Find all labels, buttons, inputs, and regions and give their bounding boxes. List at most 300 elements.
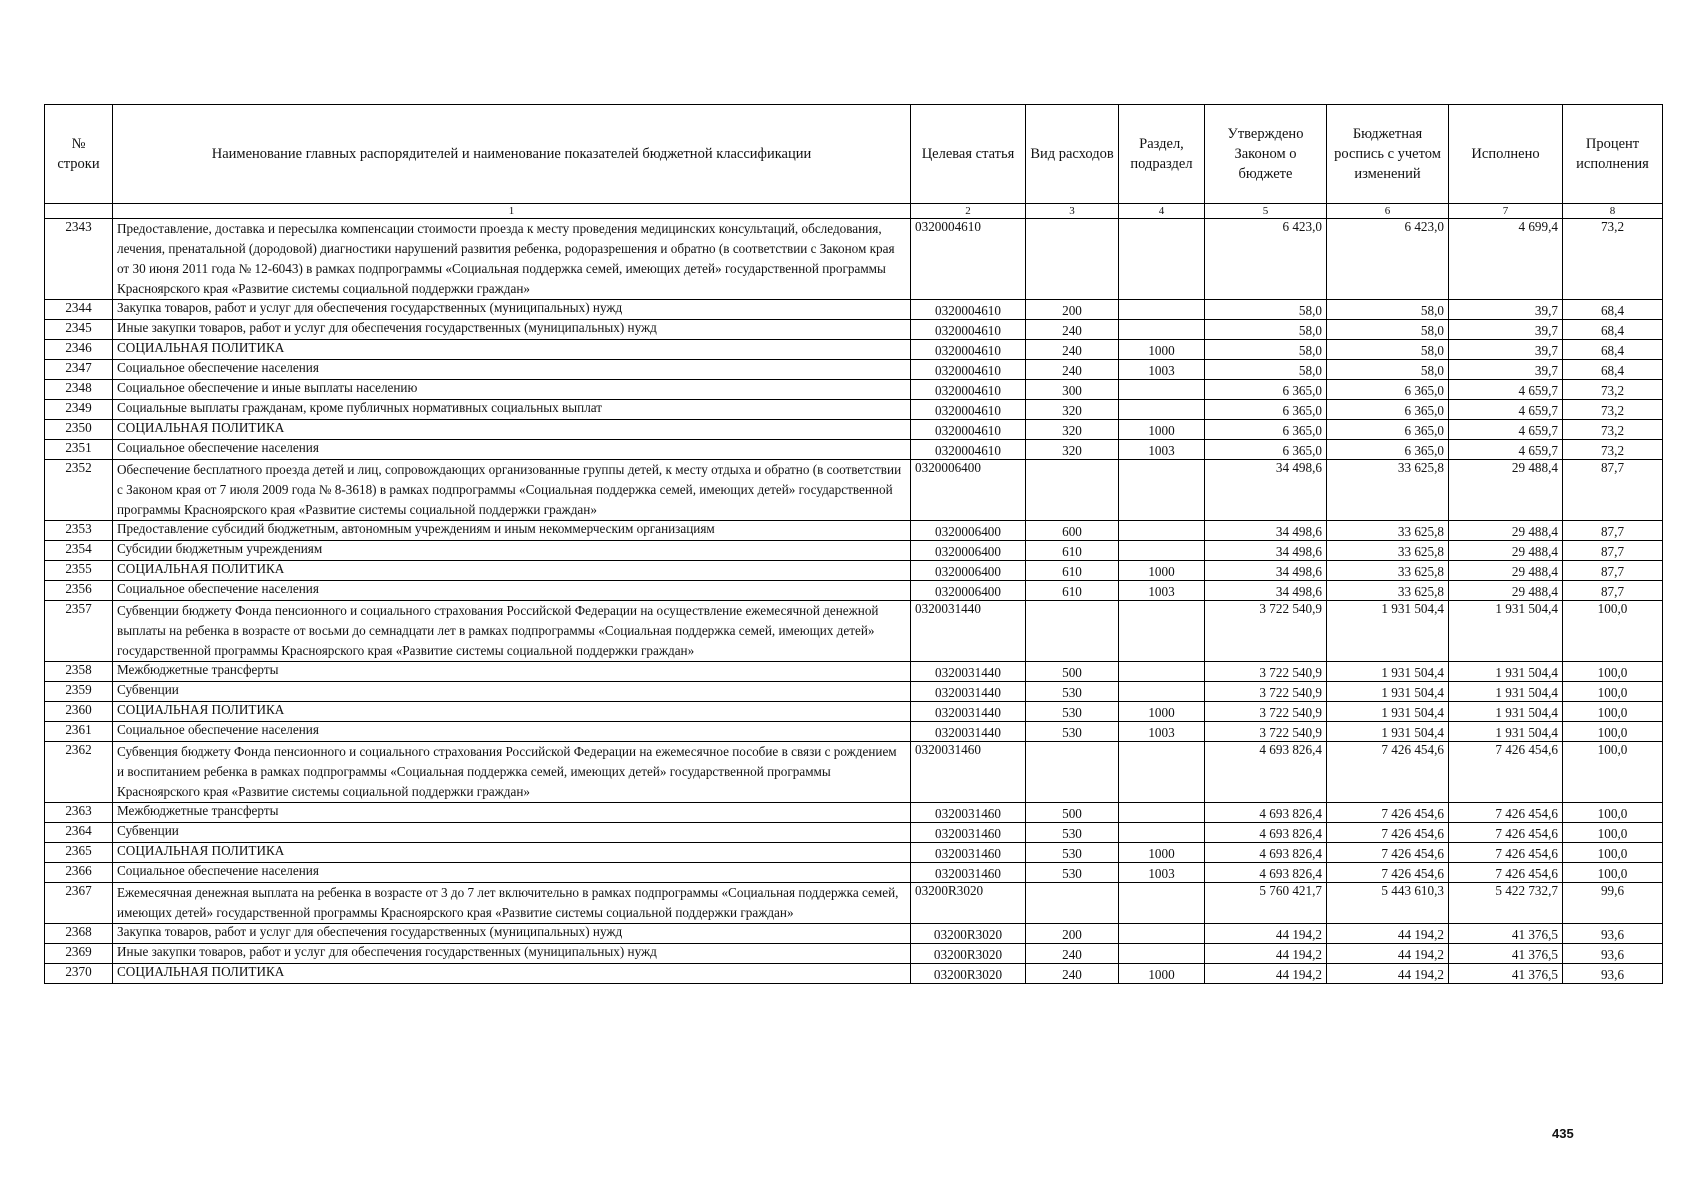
row-name: Иные закупки товаров, работ и услуг для обеспечения государственных (муниципальных) нужд	[113, 944, 911, 964]
percent-cell: 100,0	[1563, 803, 1663, 823]
table-row	[45, 420, 1663, 440]
row-name: Предоставление субсидий бюджетным, автономным учреждениям и иным некоммерческим организациям	[113, 521, 911, 541]
row-number: 2345	[45, 320, 113, 340]
section-cell	[1119, 460, 1205, 521]
executed-cell: 4 699,4	[1449, 219, 1563, 300]
table-row	[45, 219, 1663, 300]
row-number: 2356	[45, 581, 113, 601]
column-number: 8	[1563, 204, 1663, 219]
executed-cell: 41 376,5	[1449, 924, 1563, 944]
budget-schedule-cell: 1 931 504,4	[1327, 601, 1449, 662]
executed-cell: 7 426 454,6	[1449, 823, 1563, 843]
target-article-cell: 0320031460	[911, 823, 1026, 843]
expense-type-cell: 530	[1026, 702, 1119, 722]
expense-type-cell: 320	[1026, 440, 1119, 460]
row-name: Социальное обеспечение населения	[113, 722, 911, 742]
percent-cell: 100,0	[1563, 601, 1663, 662]
target-article-cell: 03200R3020	[911, 944, 1026, 964]
table-row	[45, 883, 1663, 924]
approved-cell: 58,0	[1205, 340, 1327, 360]
table-row	[45, 863, 1663, 883]
column-number: 3	[1026, 204, 1119, 219]
section-cell: 1003	[1119, 863, 1205, 883]
expense-type-cell: 530	[1026, 682, 1119, 702]
section-cell	[1119, 219, 1205, 300]
table-row	[45, 682, 1663, 702]
row-number: 2352	[45, 460, 113, 521]
expense-type-cell: 320	[1026, 400, 1119, 420]
approved-cell: 6 365,0	[1205, 440, 1327, 460]
row-name: Ежемесячная денежная выплата на ребенка в возрасте от 3 до 7 лет включительно в рамках подпрограммы «Социальная поддержка семей, имеющих детей» государственной программы Красноярского края «Развитие системы социальной поддержки граждан»	[113, 883, 911, 924]
target-article-cell: 0320004610	[911, 320, 1026, 340]
row-number: 2365	[45, 843, 113, 863]
row-number: 2361	[45, 722, 113, 742]
table-row	[45, 702, 1663, 722]
expense-type-cell: 200	[1026, 300, 1119, 320]
row-number: 2360	[45, 702, 113, 722]
target-article-cell: 0320031460	[911, 843, 1026, 863]
table-row	[45, 320, 1663, 340]
approved-cell: 58,0	[1205, 300, 1327, 320]
target-article-cell: 0320031440	[911, 722, 1026, 742]
approved-cell: 3 722 540,9	[1205, 662, 1327, 682]
row-number: 2370	[45, 964, 113, 984]
expense-type-cell: 610	[1026, 581, 1119, 601]
budget-schedule-cell: 44 194,2	[1327, 964, 1449, 984]
table-row	[45, 541, 1663, 561]
section-cell	[1119, 541, 1205, 561]
percent-cell: 87,7	[1563, 541, 1663, 561]
approved-cell: 4 693 826,4	[1205, 823, 1327, 843]
row-number: 2355	[45, 561, 113, 581]
budget-schedule-cell: 1 931 504,4	[1327, 682, 1449, 702]
approved-cell: 58,0	[1205, 320, 1327, 340]
column-number: 6	[1327, 204, 1449, 219]
table-row	[45, 440, 1663, 460]
row-number: 2366	[45, 863, 113, 883]
column-number: 5	[1205, 204, 1327, 219]
percent-cell: 73,2	[1563, 400, 1663, 420]
executed-cell: 39,7	[1449, 340, 1563, 360]
target-article-cell: 0320004610	[911, 380, 1026, 400]
target-article-cell: 0320006400	[911, 460, 1026, 521]
budget-schedule-cell: 7 426 454,6	[1327, 863, 1449, 883]
row-number: 2358	[45, 662, 113, 682]
target-article-cell: 0320031440	[911, 702, 1026, 722]
expense-type-cell: 530	[1026, 722, 1119, 742]
header-approved: Утверждено Законом о бюджете	[1205, 105, 1327, 204]
table-row	[45, 601, 1663, 662]
expense-type-cell	[1026, 883, 1119, 924]
approved-cell: 3 722 540,9	[1205, 722, 1327, 742]
row-name: Субвенции бюджету Фонда пенсионного и социального страхования Российской Федерации на осуществление ежемесячной денежной выплаты на ребенка в возрасте от восьми до семнадцати лет в рамках подпрограммы «Социальная поддержка семей, имеющих детей» государственной программы Красноярского края «Развитие системы социальной поддержки граждан»	[113, 601, 911, 662]
table-row	[45, 722, 1663, 742]
section-cell	[1119, 662, 1205, 682]
row-name: СОЦИАЛЬНАЯ ПОЛИТИКА	[113, 340, 911, 360]
percent-cell: 100,0	[1563, 863, 1663, 883]
approved-cell: 6 423,0	[1205, 219, 1327, 300]
approved-cell: 34 498,6	[1205, 541, 1327, 561]
percent-cell: 87,7	[1563, 581, 1663, 601]
budget-schedule-cell: 7 426 454,6	[1327, 843, 1449, 863]
row-number: 2367	[45, 883, 113, 924]
header-row-number: № строки	[45, 105, 113, 204]
column-number-row	[45, 204, 1663, 219]
approved-cell: 34 498,6	[1205, 561, 1327, 581]
expense-type-cell: 300	[1026, 380, 1119, 400]
percent-cell: 87,7	[1563, 521, 1663, 541]
budget-schedule-cell: 5 443 610,3	[1327, 883, 1449, 924]
executed-cell: 39,7	[1449, 320, 1563, 340]
percent-cell: 100,0	[1563, 682, 1663, 702]
section-cell: 1000	[1119, 561, 1205, 581]
target-article-cell: 0320031440	[911, 682, 1026, 702]
expense-type-cell: 240	[1026, 944, 1119, 964]
section-cell	[1119, 823, 1205, 843]
target-article-cell: 03200R3020	[911, 883, 1026, 924]
budget-schedule-cell: 1 931 504,4	[1327, 662, 1449, 682]
table-row	[45, 400, 1663, 420]
percent-cell: 73,2	[1563, 440, 1663, 460]
target-article-cell: 0320004610	[911, 300, 1026, 320]
column-number: 1	[113, 204, 911, 219]
expense-type-cell: 530	[1026, 823, 1119, 843]
percent-cell: 73,2	[1563, 380, 1663, 400]
row-number: 2357	[45, 601, 113, 662]
row-name: Иные закупки товаров, работ и услуг для обеспечения государственных (муниципальных) нужд	[113, 320, 911, 340]
row-number: 2362	[45, 742, 113, 803]
section-cell	[1119, 944, 1205, 964]
expense-type-cell: 240	[1026, 340, 1119, 360]
budget-schedule-cell: 58,0	[1327, 300, 1449, 320]
expense-type-cell: 530	[1026, 863, 1119, 883]
approved-cell: 6 365,0	[1205, 380, 1327, 400]
executed-cell: 4 659,7	[1449, 440, 1563, 460]
executed-cell: 39,7	[1449, 300, 1563, 320]
section-cell	[1119, 682, 1205, 702]
executed-cell: 5 422 732,7	[1449, 883, 1563, 924]
approved-cell: 4 693 826,4	[1205, 803, 1327, 823]
executed-cell: 29 488,4	[1449, 460, 1563, 521]
approved-cell: 6 365,0	[1205, 400, 1327, 420]
table-row	[45, 662, 1663, 682]
percent-cell: 87,7	[1563, 460, 1663, 521]
budget-schedule-cell: 6 365,0	[1327, 420, 1449, 440]
percent-cell: 100,0	[1563, 662, 1663, 682]
percent-cell: 100,0	[1563, 843, 1663, 863]
target-article-cell: 0320031460	[911, 742, 1026, 803]
executed-cell: 4 659,7	[1449, 380, 1563, 400]
header-section: Раздел, подраздел	[1119, 105, 1205, 204]
expense-type-cell: 500	[1026, 803, 1119, 823]
section-cell	[1119, 742, 1205, 803]
executed-cell: 1 931 504,4	[1449, 662, 1563, 682]
executed-cell: 4 659,7	[1449, 400, 1563, 420]
column-number: 2	[911, 204, 1026, 219]
percent-cell: 100,0	[1563, 823, 1663, 843]
executed-cell: 4 659,7	[1449, 420, 1563, 440]
percent-cell: 68,4	[1563, 340, 1663, 360]
table-row	[45, 803, 1663, 823]
budget-schedule-cell: 6 365,0	[1327, 380, 1449, 400]
table-row	[45, 561, 1663, 581]
percent-cell: 73,2	[1563, 219, 1663, 300]
section-cell: 1003	[1119, 722, 1205, 742]
expense-type-cell: 240	[1026, 964, 1119, 984]
section-cell	[1119, 320, 1205, 340]
budget-schedule-cell: 44 194,2	[1327, 924, 1449, 944]
column-number: 4	[1119, 204, 1205, 219]
table-row	[45, 964, 1663, 984]
row-number: 2359	[45, 682, 113, 702]
section-cell	[1119, 521, 1205, 541]
section-cell: 1000	[1119, 340, 1205, 360]
executed-cell: 29 488,4	[1449, 581, 1563, 601]
header-expense-type: Вид расходов	[1026, 105, 1119, 204]
target-article-cell: 0320006400	[911, 541, 1026, 561]
row-name: Закупка товаров, работ и услуг для обеспечения государственных (муниципальных) нужд	[113, 924, 911, 944]
header-percent: Процент исполнения	[1563, 105, 1663, 204]
budget-schedule-cell: 58,0	[1327, 360, 1449, 380]
section-cell	[1119, 380, 1205, 400]
row-name: СОЦИАЛЬНАЯ ПОЛИТИКА	[113, 964, 911, 984]
expense-type-cell: 610	[1026, 561, 1119, 581]
target-article-cell: 0320004610	[911, 219, 1026, 300]
header-budget-schedule: Бюджетная роспись с учетом изменений	[1327, 105, 1449, 204]
target-article-cell: 03200R3020	[911, 964, 1026, 984]
expense-type-cell: 240	[1026, 320, 1119, 340]
approved-cell: 44 194,2	[1205, 964, 1327, 984]
expense-type-cell: 320	[1026, 420, 1119, 440]
approved-cell: 44 194,2	[1205, 944, 1327, 964]
row-number: 2368	[45, 924, 113, 944]
page-number: 435	[1552, 1126, 1574, 1141]
executed-cell: 1 931 504,4	[1449, 601, 1563, 662]
row-number: 2353	[45, 521, 113, 541]
percent-cell: 68,4	[1563, 360, 1663, 380]
budget-schedule-cell: 7 426 454,6	[1327, 823, 1449, 843]
row-name: Социальное обеспечение и иные выплаты населению	[113, 380, 911, 400]
row-name: Субвенции	[113, 823, 911, 843]
section-cell	[1119, 924, 1205, 944]
expense-type-cell	[1026, 742, 1119, 803]
target-article-cell: 0320006400	[911, 581, 1026, 601]
expense-type-cell: 530	[1026, 843, 1119, 863]
target-article-cell: 0320004610	[911, 340, 1026, 360]
table-body	[45, 219, 1663, 984]
row-name: Субсидии бюджетным учреждениям	[113, 541, 911, 561]
target-article-cell: 0320004610	[911, 420, 1026, 440]
percent-cell: 93,6	[1563, 964, 1663, 984]
target-article-cell: 0320031460	[911, 803, 1026, 823]
executed-cell: 7 426 454,6	[1449, 742, 1563, 803]
row-name: Субвенции	[113, 682, 911, 702]
percent-cell: 100,0	[1563, 722, 1663, 742]
row-number: 2349	[45, 400, 113, 420]
target-article-cell: 0320031460	[911, 863, 1026, 883]
table-row	[45, 521, 1663, 541]
row-name: СОЦИАЛЬНАЯ ПОЛИТИКА	[113, 561, 911, 581]
executed-cell: 1 931 504,4	[1449, 722, 1563, 742]
row-number: 2350	[45, 420, 113, 440]
approved-cell: 3 722 540,9	[1205, 702, 1327, 722]
row-number: 2344	[45, 300, 113, 320]
expense-type-cell	[1026, 219, 1119, 300]
target-article-cell: 0320031440	[911, 662, 1026, 682]
row-name: Социальное обеспечение населения	[113, 581, 911, 601]
budget-schedule-cell: 33 625,8	[1327, 521, 1449, 541]
table-row	[45, 460, 1663, 521]
executed-cell: 41 376,5	[1449, 964, 1563, 984]
column-number: 7	[1449, 204, 1563, 219]
percent-cell: 100,0	[1563, 742, 1663, 803]
executed-cell: 7 426 454,6	[1449, 803, 1563, 823]
section-cell: 1000	[1119, 702, 1205, 722]
executed-cell: 29 488,4	[1449, 561, 1563, 581]
row-name: Межбюджетные трансферты	[113, 803, 911, 823]
approved-cell: 4 693 826,4	[1205, 742, 1327, 803]
table-row	[45, 360, 1663, 380]
expense-type-cell: 240	[1026, 360, 1119, 380]
row-name: Социальное обеспечение населения	[113, 440, 911, 460]
row-number: 2354	[45, 541, 113, 561]
section-cell	[1119, 883, 1205, 924]
row-number: 2363	[45, 803, 113, 823]
percent-cell: 100,0	[1563, 702, 1663, 722]
executed-cell: 29 488,4	[1449, 541, 1563, 561]
target-article-cell: 03200R3020	[911, 924, 1026, 944]
budget-schedule-cell: 33 625,8	[1327, 561, 1449, 581]
approved-cell: 4 693 826,4	[1205, 863, 1327, 883]
row-number: 2369	[45, 944, 113, 964]
expense-type-cell	[1026, 460, 1119, 521]
section-cell	[1119, 803, 1205, 823]
target-article-cell: 0320006400	[911, 561, 1026, 581]
budget-schedule-cell: 58,0	[1327, 320, 1449, 340]
target-article-cell: 0320004610	[911, 360, 1026, 380]
percent-cell: 68,4	[1563, 320, 1663, 340]
percent-cell: 87,7	[1563, 561, 1663, 581]
approved-cell: 58,0	[1205, 360, 1327, 380]
table-row	[45, 843, 1663, 863]
table-row	[45, 300, 1663, 320]
approved-cell: 4 693 826,4	[1205, 843, 1327, 863]
row-name: Предоставление, доставка и пересылка компенсации стоимости проезда к месту проведения медицинских консультаций, обследования, лечения, пренатальной (дородовой) диагностики нарушений развития ребенка, родоразрешения и обратно (в соответствии с Законом края от 30 июня 2011 года № 12-6043) в рамках подпрограммы «Социальная поддержка семей, имеющих детей» государственной программы Красноярского края «Развитие системы социальной поддержки граждан»	[113, 219, 911, 300]
executed-cell: 1 931 504,4	[1449, 682, 1563, 702]
column-number	[45, 204, 113, 219]
section-cell: 1000	[1119, 843, 1205, 863]
header-target-article: Целевая статья	[911, 105, 1026, 204]
row-number: 2351	[45, 440, 113, 460]
percent-cell: 68,4	[1563, 300, 1663, 320]
row-name: Социальные выплаты гражданам, кроме публичных нормативных социальных выплат	[113, 400, 911, 420]
percent-cell: 93,6	[1563, 924, 1663, 944]
row-number: 2364	[45, 823, 113, 843]
budget-schedule-cell: 7 426 454,6	[1327, 803, 1449, 823]
section-cell	[1119, 400, 1205, 420]
expense-type-cell: 600	[1026, 521, 1119, 541]
approved-cell: 6 365,0	[1205, 420, 1327, 440]
header-executed: Исполнено	[1449, 105, 1563, 204]
row-name: Социальное обеспечение населения	[113, 863, 911, 883]
row-number: 2346	[45, 340, 113, 360]
row-name: Межбюджетные трансферты	[113, 662, 911, 682]
target-article-cell: 0320006400	[911, 521, 1026, 541]
row-name: Закупка товаров, работ и услуг для обеспечения государственных (муниципальных) нужд	[113, 300, 911, 320]
percent-cell: 73,2	[1563, 420, 1663, 440]
target-article-cell: 0320004610	[911, 440, 1026, 460]
executed-cell: 41 376,5	[1449, 944, 1563, 964]
target-article-cell: 0320031440	[911, 601, 1026, 662]
expense-type-cell: 610	[1026, 541, 1119, 561]
expense-type-cell	[1026, 601, 1119, 662]
row-name: СОЦИАЛЬНАЯ ПОЛИТИКА	[113, 420, 911, 440]
budget-schedule-cell: 1 931 504,4	[1327, 722, 1449, 742]
section-cell: 1000	[1119, 420, 1205, 440]
table-row	[45, 742, 1663, 803]
budget-schedule-cell: 6 365,0	[1327, 440, 1449, 460]
budget-schedule-cell: 7 426 454,6	[1327, 742, 1449, 803]
table-row	[45, 924, 1663, 944]
table-row	[45, 823, 1663, 843]
row-name: СОЦИАЛЬНАЯ ПОЛИТИКА	[113, 843, 911, 863]
approved-cell: 34 498,6	[1205, 521, 1327, 541]
section-cell: 1003	[1119, 440, 1205, 460]
section-cell: 1003	[1119, 581, 1205, 601]
expense-type-cell: 500	[1026, 662, 1119, 682]
budget-schedule-cell: 58,0	[1327, 340, 1449, 360]
approved-cell: 3 722 540,9	[1205, 682, 1327, 702]
row-number: 2343	[45, 219, 113, 300]
executed-cell: 7 426 454,6	[1449, 863, 1563, 883]
executed-cell: 7 426 454,6	[1449, 843, 1563, 863]
executed-cell: 39,7	[1449, 360, 1563, 380]
row-name: Субвенция бюджету Фонда пенсионного и социального страхования Российской Федерации на ежемесячное пособие в связи с рождением и воспитанием ребенка в рамках подпрограммы «Социальная поддержка семей, имеющих детей» государственной программы Красноярского края «Развитие системы социальной поддержки граждан»	[113, 742, 911, 803]
section-cell: 1003	[1119, 360, 1205, 380]
expense-type-cell: 200	[1026, 924, 1119, 944]
budget-schedule-cell: 1 931 504,4	[1327, 702, 1449, 722]
row-name: Социальное обеспечение населения	[113, 360, 911, 380]
percent-cell: 93,6	[1563, 944, 1663, 964]
budget-schedule-cell: 33 625,8	[1327, 460, 1449, 521]
approved-cell: 3 722 540,9	[1205, 601, 1327, 662]
row-number: 2348	[45, 380, 113, 400]
row-name: Обеспечение бесплатного проезда детей и лиц, сопровождающих организованные группы детей, к месту отдыха и обратно (в соответствии с Законом края от 7 июля 2009 года № 8-3618) в рамках подпрограммы «Социальная поддержка семей, имеющих детей» государственной программы Красноярского края «Развитие системы социальной поддержки граждан»	[113, 460, 911, 521]
budget-schedule-cell: 6 423,0	[1327, 219, 1449, 300]
percent-cell: 99,6	[1563, 883, 1663, 924]
table-row	[45, 380, 1663, 400]
section-cell: 1000	[1119, 964, 1205, 984]
header-row	[45, 105, 1663, 204]
budget-schedule-cell: 44 194,2	[1327, 944, 1449, 964]
budget-schedule-cell: 6 365,0	[1327, 400, 1449, 420]
target-article-cell: 0320004610	[911, 400, 1026, 420]
row-number: 2347	[45, 360, 113, 380]
section-cell	[1119, 300, 1205, 320]
approved-cell: 44 194,2	[1205, 924, 1327, 944]
budget-execution-table	[44, 104, 1663, 984]
table-row	[45, 944, 1663, 964]
table-row	[45, 581, 1663, 601]
approved-cell: 34 498,6	[1205, 460, 1327, 521]
budget-schedule-cell: 33 625,8	[1327, 581, 1449, 601]
approved-cell: 5 760 421,7	[1205, 883, 1327, 924]
approved-cell: 34 498,6	[1205, 581, 1327, 601]
table-row	[45, 340, 1663, 360]
header-name: Наименование главных распорядителей и наименование показателей бюджетной классификации	[113, 105, 911, 204]
executed-cell: 1 931 504,4	[1449, 702, 1563, 722]
row-name: СОЦИАЛЬНАЯ ПОЛИТИКА	[113, 702, 911, 722]
